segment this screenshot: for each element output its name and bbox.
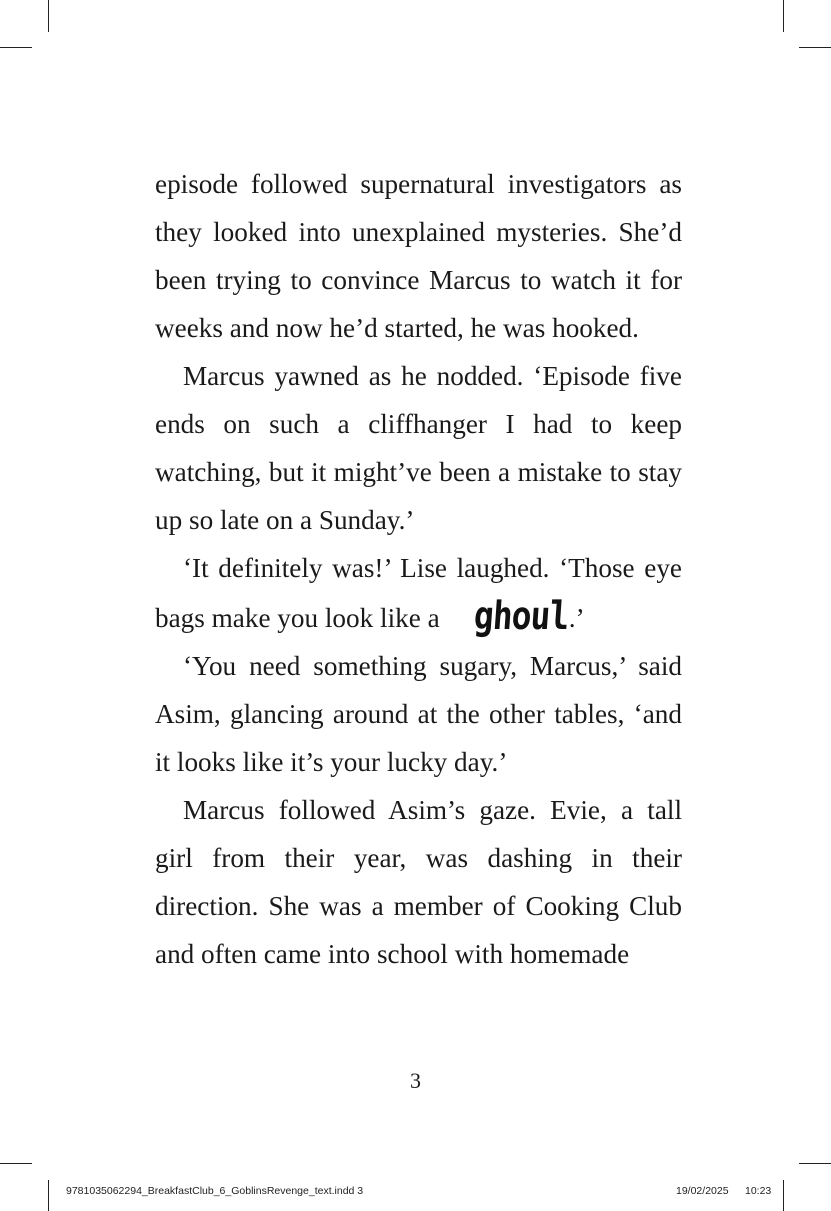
slug-filename: 9781035062294_BreakfastClub_6_GoblinsRevenge_text.indd 3 <box>66 1185 364 1197</box>
crop-mark-top-right-horizontal <box>799 47 831 48</box>
page-number: 3 <box>410 1068 421 1093</box>
crop-mark-bottom-right-horizontal <box>799 1163 831 1164</box>
paragraph-3 <box>155 544 682 642</box>
paragraph-2: Marcus yawned as he nodded. ‘Episode five ends on such a cliffhanger I had to keep watching, but it might’ve been a mistake to stay up so late on a Sunday.’ <box>155 361 682 535</box>
paragraph-4: ‘You need something sugary, Marcus,’ said Asim, glancing around at the other tables, ‘and it looks like it’s your lucky day.’ <box>155 651 682 777</box>
crop-mark-top-left-horizontal <box>0 47 32 48</box>
body-text <box>155 160 682 978</box>
paragraph-3-end: .’ <box>568 603 585 633</box>
slug-date: 19/02/2025 <box>676 1185 729 1197</box>
crop-mark-top-left-vertical <box>48 0 49 32</box>
ghoul-display-word: ghoul <box>472 592 571 639</box>
slug-time: 10:23 <box>745 1185 772 1197</box>
crop-mark-bottom-right-vertical <box>783 1180 784 1211</box>
paragraph-1: episode followed supernatural investigators as they looked into unexplained mysteries. She’d been trying to convince Marcus to watch it for weeks and now he’d started, he was hooked. <box>155 169 682 343</box>
paragraph-5: Marcus followed Asim’s gaze. Evie, a tall girl from their year, was dashing in their direction. She was a member of Cooking Club and often came into school with homemade <box>155 795 682 969</box>
crop-mark-bottom-left-horizontal <box>0 1163 32 1164</box>
crop-mark-top-right-vertical <box>783 0 784 32</box>
crop-mark-bottom-left-vertical <box>48 1180 49 1211</box>
paragraph-3-start: ‘It definitely was!’ Lise laughed. ‘Those eye bags make you look like a <box>155 553 682 633</box>
